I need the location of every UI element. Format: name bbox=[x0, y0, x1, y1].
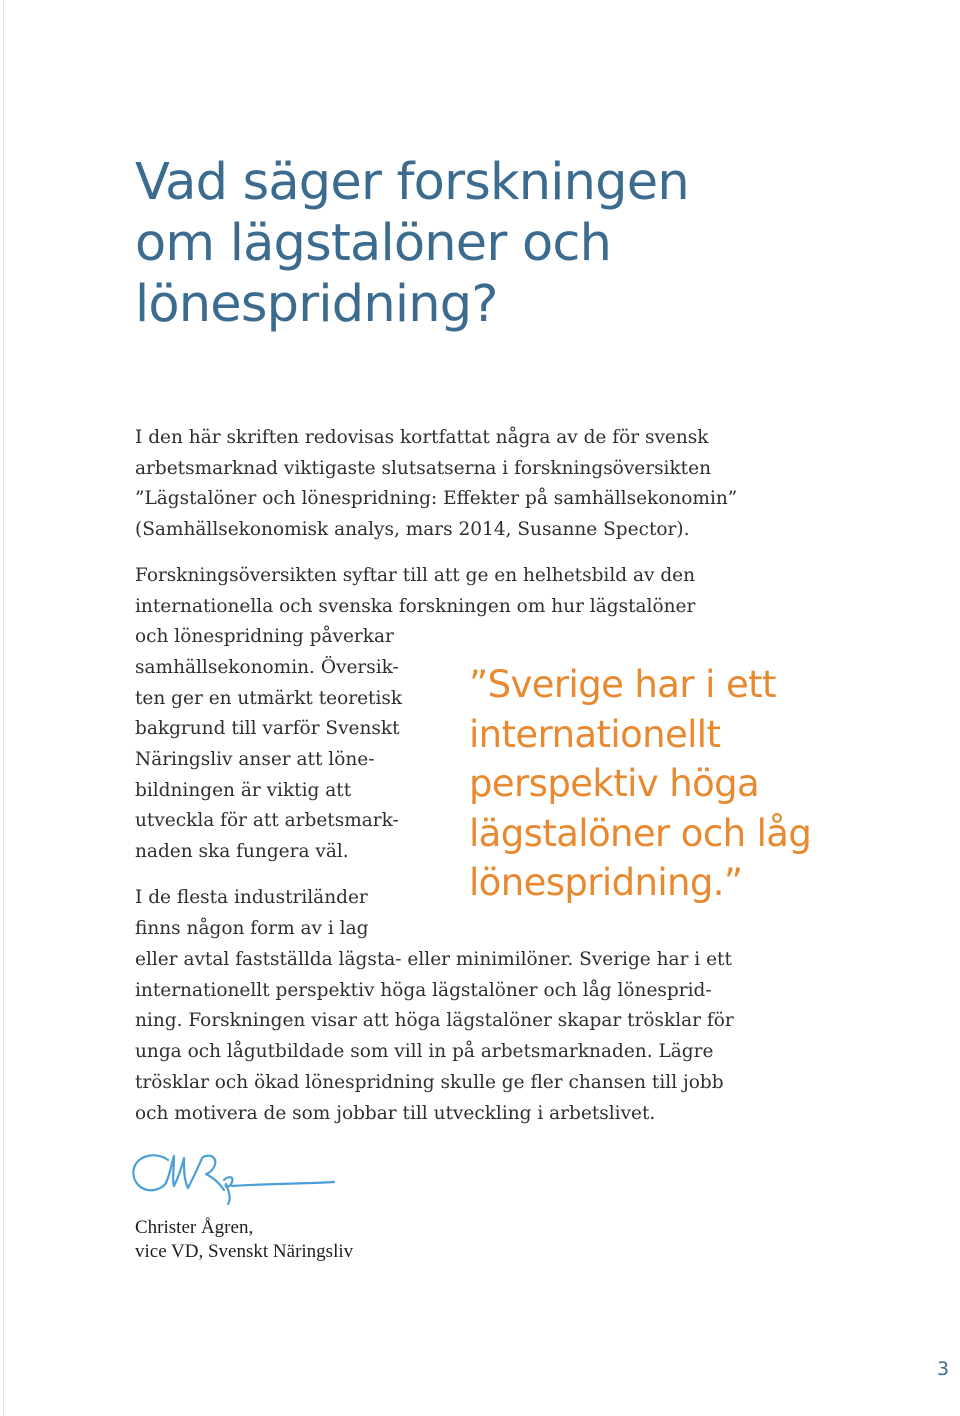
title-line: Vad säger forskningen bbox=[135, 153, 689, 212]
pull-quote bbox=[469, 660, 811, 908]
body-line: unga och lågutbildade som vill in på arbetsmarknaden. Lägre bbox=[135, 1041, 714, 1062]
body-line: internationella och svenska forskningen om hur lägstalöner bbox=[135, 596, 696, 617]
body-line: och motivera de som jobbar till utveckling i arbetslivet. bbox=[135, 1103, 656, 1124]
body-line: och lönespridning påverkar bbox=[135, 626, 394, 647]
pull-quote-line: perspektiv höga bbox=[469, 762, 760, 805]
body-line: ning. Forskningen visar att höga lägstalöner skapar trösklar för bbox=[135, 1010, 734, 1031]
body-line: eller avtal fastställda lägsta- eller minimilöner. Sverige har i ett bbox=[135, 949, 732, 970]
pull-quote-line: lönespridning.” bbox=[469, 861, 743, 904]
intro-line: ”Lägstalöner och lönespridning: Effekter på samhällsekonomin” bbox=[135, 488, 738, 509]
body-line: Forskningsöversikten syftar till att ge en helhetsbild av den bbox=[135, 565, 696, 586]
pull-quote-line: internationellt bbox=[469, 712, 721, 756]
body-line: bakgrund till varför Svenskt bbox=[135, 718, 400, 739]
page-title bbox=[135, 152, 835, 335]
intro-line: arbetsmarknad viktigaste slutsatserna i forskningsöversikten bbox=[135, 458, 711, 479]
body-line: finns någon form av i lag bbox=[135, 918, 369, 939]
signatory-name: Christer Ågren, bbox=[135, 1217, 254, 1238]
page-edge-line bbox=[3, 0, 4, 1416]
body-line: trösklar och ökad lönespridning skulle ge fler chansen till jobb bbox=[135, 1072, 724, 1093]
body-line: utveckla för att arbetsmark- bbox=[135, 810, 399, 831]
pull-quote-line: lägstalöner och låg bbox=[469, 811, 812, 855]
intro-line: I den här skriften redovisas kortfattat några av de för svensk bbox=[135, 427, 709, 448]
title-line: om lägstalöner och bbox=[135, 214, 612, 273]
pull-quote-line: ”Sverige har i ett bbox=[469, 663, 776, 706]
handwritten-signature bbox=[128, 1150, 338, 1206]
body-line: samhällsekonomin. Översik- bbox=[135, 657, 399, 678]
body-line: bildningen är viktig att bbox=[135, 780, 352, 801]
body-line: I de flesta industriländer bbox=[135, 887, 368, 908]
body-line: ten ger en utmärkt teoretisk bbox=[135, 688, 403, 709]
page-number: 3 bbox=[937, 1358, 950, 1380]
intro-line: (Samhällsekonomisk analys, mars 2014, Susanne Spector). bbox=[135, 519, 690, 540]
signatory-title: vice VD, Svenskt Näringsliv bbox=[135, 1241, 354, 1262]
body-line: internationellt perspektiv höga lägstalöner och låg lönesprid- bbox=[135, 980, 712, 1001]
body-line: naden ska fungera väl. bbox=[135, 841, 349, 862]
body-line: Näringsliv anser att löne- bbox=[135, 749, 375, 770]
title-line: lönespridning? bbox=[135, 275, 498, 334]
